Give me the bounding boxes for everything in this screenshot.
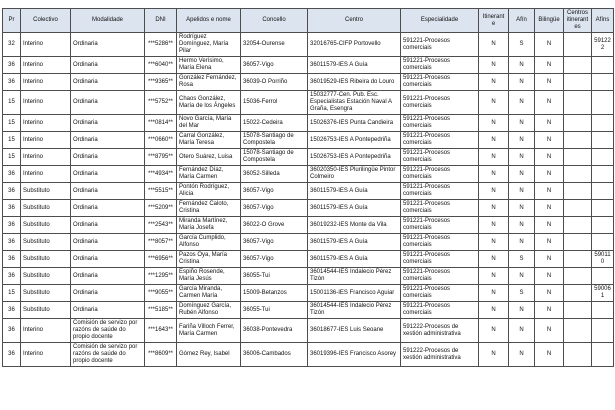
table-cell: S (509, 285, 535, 302)
table-cell: Interino (21, 74, 71, 91)
table-cell: González Fernández, Rosa (177, 74, 241, 91)
table-cell: N (535, 302, 564, 319)
staff-assignment-table (2, 8, 614, 367)
table-cell: 591221-Procesos comerciais (401, 268, 479, 285)
table-cell (564, 343, 592, 367)
table-cell: N (479, 343, 509, 367)
table-cell: Substituto (21, 251, 71, 268)
table-cell: Interino (21, 91, 71, 115)
table-cell: N (479, 268, 509, 285)
table-cell: N (479, 251, 509, 268)
table-cell: 32 (3, 33, 21, 57)
table-cell: 36057-Vigo (241, 200, 308, 217)
table-cell (592, 234, 614, 251)
table-cell: Interino (21, 166, 71, 183)
table-cell (592, 183, 614, 200)
table-cell: ***2543** (145, 217, 177, 234)
table-cell (564, 319, 592, 343)
table-cell: 36014544-IES Indalecio Pérez Tizón (308, 302, 401, 319)
table-cell (564, 74, 592, 91)
table-cell: 36018677-IES Luis Seoane (308, 319, 401, 343)
table-cell: N (509, 268, 535, 285)
table-cell (592, 200, 614, 217)
table-cell: N (479, 217, 509, 234)
table-row (3, 217, 614, 234)
table-cell: ***1643** (145, 319, 177, 343)
table-cell: N (509, 74, 535, 91)
table-cell: N (479, 115, 509, 132)
table-cell: 15009-Betanzos (241, 285, 308, 302)
table-cell: N (535, 149, 564, 166)
table-cell: 15032777-Cen. Pub. Esc. Especialistas Estación Naval A Graña, Esengra (308, 91, 401, 115)
table-cell: 591221-Procesos comerciais (401, 217, 479, 234)
table-cell: 591222-Procesos de xestión administrativa (401, 319, 479, 343)
table-cell (564, 115, 592, 132)
table-cell: Ordinaria (71, 166, 145, 183)
table-cell (592, 217, 614, 234)
table-cell: Substituto (21, 183, 71, 200)
table-cell (564, 234, 592, 251)
table-cell: N (479, 285, 509, 302)
table-cell: N (509, 91, 535, 115)
table-cell: ***8609** (145, 343, 177, 367)
table-cell: 36020350-IES Plurilingüe Pintor Colmeiro (308, 166, 401, 183)
table-cell: 36022-O Grove (241, 217, 308, 234)
table-cell: Interino (21, 343, 71, 367)
table-cell: N (509, 115, 535, 132)
table-row (3, 251, 614, 268)
table-cell: Ordinaria (71, 91, 145, 115)
table-cell: N (479, 74, 509, 91)
table-cell: 15036-Ferrol (241, 91, 308, 115)
table-cell: 36 (3, 183, 21, 200)
table-cell: Ordinaria (71, 285, 145, 302)
table-cell: 36019529-IES Ribeira do Louro (308, 74, 401, 91)
table-cell: N (479, 132, 509, 149)
table-cell: 590061 (592, 285, 614, 302)
table-cell: ***8057** (145, 234, 177, 251)
table-cell: N (535, 166, 564, 183)
table-cell (592, 343, 614, 367)
table-cell: N (535, 183, 564, 200)
table-cell: ***0814** (145, 115, 177, 132)
table-cell: ***5286** (145, 33, 177, 57)
table-cell: Interino (21, 115, 71, 132)
table-cell (564, 217, 592, 234)
table-cell (564, 285, 592, 302)
table-row (3, 268, 614, 285)
table-cell (564, 183, 592, 200)
table-cell: N (479, 91, 509, 115)
table-row (3, 319, 614, 343)
table-cell: N (509, 132, 535, 149)
table-cell: Substituto (21, 217, 71, 234)
table-cell: 36 (3, 57, 21, 74)
table-cell: 591221-Procesos comerciais (401, 166, 479, 183)
table-cell (592, 74, 614, 91)
table-row (3, 132, 614, 149)
column-header: Pr (3, 9, 21, 33)
table-cell: 15022-Cedeira (241, 115, 308, 132)
table-cell: N (535, 285, 564, 302)
table-cell: N (479, 149, 509, 166)
table-cell: N (535, 200, 564, 217)
table-cell: 591221-Procesos comerciais (401, 149, 479, 166)
table-cell: 591221-Procesos comerciais (401, 91, 479, 115)
table-cell: Substituto (21, 234, 71, 251)
table-cell: ***5185** (145, 302, 177, 319)
column-header: Centro (308, 9, 401, 33)
table-cell (592, 149, 614, 166)
table-cell: N (535, 268, 564, 285)
table-cell: 36057-Vigo (241, 251, 308, 268)
column-header: Centros itinerantes (564, 9, 592, 33)
table-cell: 15 (3, 132, 21, 149)
table-cell: 32054-Ourense (241, 33, 308, 57)
table-cell: Ordinaria (71, 234, 145, 251)
table-cell: Domínguez García, Rubén Alfonso (177, 302, 241, 319)
table-cell (564, 57, 592, 74)
table-cell: N (535, 115, 564, 132)
table-cell: N (535, 91, 564, 115)
table-cell: 36 (3, 74, 21, 91)
table-cell: Ordinaria (71, 132, 145, 149)
table-cell: 36011579-IES A Guía (308, 183, 401, 200)
table-cell: Ordinaria (71, 268, 145, 285)
table-cell: ***6040** (145, 57, 177, 74)
table-cell: Miranda Martínez, María Josefa (177, 217, 241, 234)
table-cell: N (509, 234, 535, 251)
table-row (3, 285, 614, 302)
table-cell: ***9365** (145, 74, 177, 91)
table-cell: ***0660** (145, 132, 177, 149)
column-header: DNI (145, 9, 177, 33)
table-cell: Interino (21, 57, 71, 74)
table-cell: Ordinaria (71, 251, 145, 268)
table-row (3, 33, 614, 57)
table-cell: N (479, 302, 509, 319)
table-cell: N (535, 319, 564, 343)
table-cell: 36011579-IES A Guía (308, 200, 401, 217)
table-cell: Substituto (21, 285, 71, 302)
table-cell: Interino (21, 132, 71, 149)
column-header: Itinerante (479, 9, 509, 33)
table-cell: 591221-Procesos comerciais (401, 33, 479, 57)
table-cell: 36011579-IES A Guía (308, 251, 401, 268)
table-cell (592, 302, 614, 319)
table-cell: Carral González, María Teresa (177, 132, 241, 149)
table-cell: Ordinaria (71, 74, 145, 91)
table-cell: 36 (3, 268, 21, 285)
column-header: Colectivo (21, 9, 71, 33)
table-cell: 591221-Procesos comerciais (401, 285, 479, 302)
table-cell: S (509, 33, 535, 57)
table-row (3, 200, 614, 217)
table-cell: Substituto (21, 200, 71, 217)
table-row (3, 115, 614, 132)
table-cell: Substituto (21, 268, 71, 285)
table-cell: ***6956** (145, 251, 177, 268)
table-cell (592, 268, 614, 285)
table-cell: 15026753-IES A Pontepedriña (308, 149, 401, 166)
table-cell: 36 (3, 302, 21, 319)
table-cell: 15078-Santiago de Compostela (241, 132, 308, 149)
table-cell (564, 33, 592, 57)
table-cell: 15 (3, 285, 21, 302)
table-cell: N (509, 149, 535, 166)
table-cell: 36019232-IES Monte da Vila (308, 217, 401, 234)
table-cell: Pontón Rodríguez, Alicia (177, 183, 241, 200)
table-cell: N (535, 251, 564, 268)
table-cell: ***5515** (145, 183, 177, 200)
table-cell: 36 (3, 234, 21, 251)
table-cell: N (479, 183, 509, 200)
table-header-row (3, 9, 614, 33)
table-cell: 36 (3, 251, 21, 268)
table-cell: 36052-Silleda (241, 166, 308, 183)
column-header: Modalidade (71, 9, 145, 33)
table-cell: ***4934** (145, 166, 177, 183)
table-cell: N (479, 200, 509, 217)
table-cell: ***1295** (145, 268, 177, 285)
table-cell (592, 91, 614, 115)
table-cell: N (479, 57, 509, 74)
table-row (3, 302, 614, 319)
table-cell: Ordinaria (71, 217, 145, 234)
table-cell: N (535, 132, 564, 149)
table-cell: 15078-Santiago de Compostela (241, 149, 308, 166)
table-cell: Interino (21, 319, 71, 343)
table-cell: N (535, 234, 564, 251)
table-cell: García Miranda, Carmen María (177, 285, 241, 302)
table-cell: Espiño Rosende, María Jesús (177, 268, 241, 285)
table-cell: Ordinaria (71, 183, 145, 200)
table-cell: 36 (3, 200, 21, 217)
table-cell: ***8795** (145, 149, 177, 166)
table-cell (564, 91, 592, 115)
table-row (3, 166, 614, 183)
table-cell: 36055-Tui (241, 268, 308, 285)
table-cell: Hermo Verísimo, María Elena (177, 57, 241, 74)
table-cell: N (479, 319, 509, 343)
table-cell: 15026376-IES Punta Candieira (308, 115, 401, 132)
table-cell: Pazos Oya, María Cristina (177, 251, 241, 268)
table-cell: 36 (3, 217, 21, 234)
table-cell (564, 149, 592, 166)
table-cell: N (509, 319, 535, 343)
table-cell: Ordinaria (71, 200, 145, 217)
table-cell: 591221-Procesos comerciais (401, 57, 479, 74)
table-cell: Fariña Villoch Ferrer, María Carmen (177, 319, 241, 343)
table-cell: N (479, 166, 509, 183)
table-cell: Ordinaria (71, 302, 145, 319)
table-cell: Ordinaria (71, 33, 145, 57)
table-cell: Ordinaria (71, 149, 145, 166)
table-cell: Chaos González, María de los Ángeles (177, 91, 241, 115)
table-cell: Novo García, María del Mar (177, 115, 241, 132)
table-cell: N (509, 302, 535, 319)
table-cell: 15 (3, 91, 21, 115)
table-cell: 591221-Procesos comerciais (401, 115, 479, 132)
table-cell: 36006-Cambados (241, 343, 308, 367)
table-cell: N (509, 183, 535, 200)
table-cell (592, 115, 614, 132)
table-cell: 591221-Procesos comerciais (401, 302, 479, 319)
table-cell: N (535, 74, 564, 91)
table-cell: 591222-Procesos de xestión administrativa (401, 343, 479, 367)
table-cell: Interino (21, 149, 71, 166)
table-cell: 36038-Pontevedra (241, 319, 308, 343)
table-cell: Comisión de servizo por razóns de saúde do propio docente (71, 319, 145, 343)
table-cell: 36019396-IES Francisco Asorey (308, 343, 401, 367)
column-header: Bilingüe (535, 9, 564, 33)
table-cell: N (509, 57, 535, 74)
table-cell: N (479, 33, 509, 57)
table-cell: N (509, 343, 535, 367)
table-cell: N (535, 33, 564, 57)
table-cell: 32016765-CIFP Portovello (308, 33, 401, 57)
column-header: Apelidos e nome (177, 9, 241, 33)
table-cell: Fernández Caloto, Cristina (177, 200, 241, 217)
table-cell: 36039-O Porriño (241, 74, 308, 91)
table-cell: García Cumplido, Alfonso (177, 234, 241, 251)
table-cell (564, 200, 592, 217)
table-cell: ***5209** (145, 200, 177, 217)
table-cell: 36057-Vigo (241, 57, 308, 74)
table-cell (564, 268, 592, 285)
table-body (3, 33, 614, 367)
table-cell: 591221-Procesos comerciais (401, 200, 479, 217)
table-header (3, 9, 614, 33)
column-header: Afíns (592, 9, 614, 33)
table-cell: Otero Suárez, Luisa (177, 149, 241, 166)
table-cell: 36011579-IES A Guía (308, 57, 401, 74)
table-cell: Interino (21, 33, 71, 57)
table-cell: 591221-Procesos comerciais (401, 183, 479, 200)
table-cell: N (535, 343, 564, 367)
table-cell: Fernández Díaz, María Carmen (177, 166, 241, 183)
table-cell: Comisión de servizo por razóns de saúde do propio docente (71, 343, 145, 367)
table-cell: 36057-Vigo (241, 234, 308, 251)
table-cell: S (509, 251, 535, 268)
table-cell: 15001136-IES Francisco Aguiar (308, 285, 401, 302)
table-cell (592, 166, 614, 183)
table-cell: Ordinaria (71, 115, 145, 132)
table-cell: 591221-Procesos comerciais (401, 234, 479, 251)
table-cell: N (509, 166, 535, 183)
table-cell: 591221-Procesos comerciais (401, 251, 479, 268)
table-cell: 36014544-IES Indalecio Pérez Tizón (308, 268, 401, 285)
table-cell: ***9055** (145, 285, 177, 302)
table-cell: N (509, 217, 535, 234)
table-cell: 36 (3, 166, 21, 183)
table-row (3, 234, 614, 251)
table-cell: 15 (3, 115, 21, 132)
table-cell: 591221-Procesos comerciais (401, 132, 479, 149)
table-cell: 591221-Procesos comerciais (401, 74, 479, 91)
table-cell: 36 (3, 319, 21, 343)
table-row (3, 57, 614, 74)
table-cell (564, 166, 592, 183)
table-cell: Rodríguez Domínguez, María Pilar (177, 33, 241, 57)
table-cell (592, 132, 614, 149)
table-cell (564, 302, 592, 319)
table-row (3, 149, 614, 166)
table-row (3, 343, 614, 367)
table-cell: 36011579-IES A Guía (308, 234, 401, 251)
table-cell (592, 319, 614, 343)
table-cell: Substituto (21, 302, 71, 319)
column-header: Especialidade (401, 9, 479, 33)
table-cell: 36055-Tui (241, 302, 308, 319)
table-cell: ***5752** (145, 91, 177, 115)
table-cell: 36057-Vigo (241, 183, 308, 200)
table-cell: 15 (3, 149, 21, 166)
column-header: Concello (241, 9, 308, 33)
table-cell: 591222 (592, 33, 614, 57)
table-cell (592, 57, 614, 74)
table-cell: N (509, 200, 535, 217)
table-cell: N (479, 234, 509, 251)
table-cell: 590110 (592, 251, 614, 268)
table-cell: 15026753-IES A Pontepedriña (308, 132, 401, 149)
table-cell: 36 (3, 343, 21, 367)
table-cell (564, 132, 592, 149)
table-cell: Ordinaria (71, 57, 145, 74)
table-cell (564, 251, 592, 268)
table-cell: Gómez Rey, Isabel (177, 343, 241, 367)
column-header: Afín (509, 9, 535, 33)
table-row (3, 91, 614, 115)
table-row (3, 183, 614, 200)
table-cell: N (535, 57, 564, 74)
table-row (3, 74, 614, 91)
table-cell: N (535, 217, 564, 234)
